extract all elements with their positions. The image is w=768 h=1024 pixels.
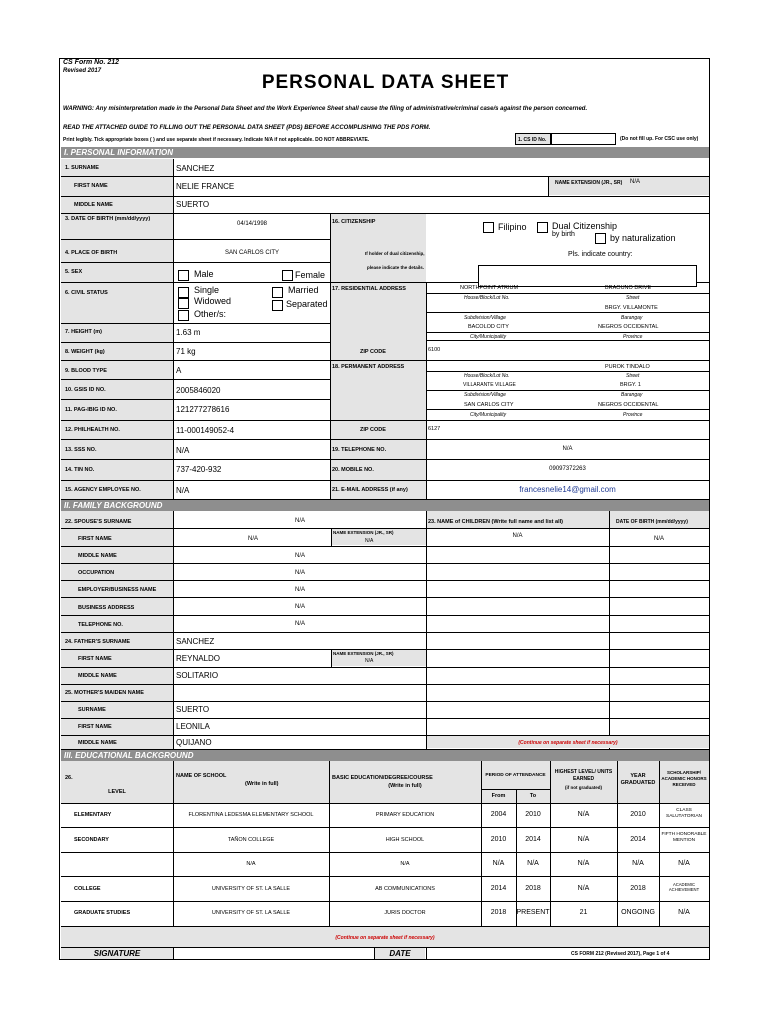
perm-zip-label: ZIP CODE — [360, 427, 386, 433]
email-value[interactable]: francesnelie14@gmail.com — [519, 485, 616, 494]
separated-checkbox[interactable] — [272, 300, 283, 311]
res-street-caption: Street — [626, 295, 640, 301]
perm-brgy-caption: Barangay — [621, 392, 643, 398]
spouse-middle-value: N/A — [294, 553, 305, 559]
section-personal-info: I. PERSONAL INFORMATION — [61, 147, 709, 158]
perm-city-caption: City/Municipality — [470, 412, 507, 418]
height-value: 1.63 m — [176, 328, 201, 337]
edu-row-honors: CLASS SALUTATORIAN — [666, 808, 702, 819]
sss-label: 13. SSS NO. — [65, 447, 97, 453]
height-label: 7. HEIGHT (m) — [65, 329, 102, 335]
father-first-value: REYNALDO — [176, 654, 221, 663]
edu-row-course: PRIMARY EDUCATION — [375, 812, 435, 818]
edu-course-header: BASIC EDUCATION/DEGREE/COURSE — [332, 775, 433, 781]
form-revised: Revised 2017 — [63, 68, 102, 74]
father-ext-label: NAME EXTENSION (JR., SR) — [333, 651, 394, 656]
res-zip: 6100 — [428, 347, 441, 353]
spouse-surname-value: N/A — [294, 518, 305, 524]
dob-value: 04/14/1998 — [236, 221, 268, 227]
edu-year-header: YEAR GRADUATED — [620, 773, 656, 786]
by-birth-label: by birth — [552, 231, 575, 238]
gsis-value: 2005846020 — [176, 386, 221, 395]
gsis-label: 10. GSIS ID NO. — [65, 387, 106, 393]
pob-label: 4. PLACE OF BIRTH — [65, 250, 118, 256]
perm-prov: NEGROS OCCIDENTAL — [598, 402, 659, 408]
edu-from-header: From — [491, 793, 506, 799]
edu-units-note: (if not graduated) — [565, 785, 602, 790]
female-checkbox[interactable] — [282, 270, 293, 281]
blood-value: A — [176, 366, 182, 375]
agency-value: N/A — [176, 486, 190, 495]
perm-city: SAN CARLOS CITY — [464, 402, 514, 408]
child-dob: N/A — [653, 536, 664, 542]
single-checkbox[interactable] — [178, 287, 189, 298]
edu-row-course: JURIS DOCTOR — [384, 910, 426, 916]
single-label: Single — [194, 285, 220, 295]
pob-value: SAN CARLOS CITY — [224, 250, 279, 256]
married-checkbox[interactable] — [272, 287, 283, 298]
edu-level-header: LEVEL — [108, 789, 126, 795]
mother-surname-label: SURNAME — [78, 707, 106, 713]
signature-field[interactable] — [174, 948, 374, 959]
edu-row-from: 2004 — [490, 811, 507, 818]
edu-to-header: To — [529, 793, 537, 799]
others-label: Other/s: — [194, 309, 227, 319]
edu-row-from: 2018 — [490, 909, 507, 916]
spouse-tel-label: TELEPHONE NO. — [78, 622, 123, 628]
edu-row-to: 2010 — [525, 811, 541, 818]
cs-id-label: 1. CS ID No. — [515, 133, 551, 145]
naturalization-label: by naturalization — [610, 233, 676, 243]
child-name: N/A — [512, 533, 523, 539]
res-city-caption: City/Municipality — [470, 334, 507, 340]
perm-street: PUROK TINDALO — [605, 364, 650, 370]
dual-note-2: please indicate the details. — [367, 265, 425, 270]
spouse-ext-label: NAME EXTENSION (JR., SR) — [333, 530, 394, 535]
edu-row-honors: ACADEMIC ACHIEVEMENT — [668, 882, 700, 892]
res-prov: NEGROS OCCIDENTAL — [598, 324, 659, 330]
male-label: Male — [194, 269, 214, 279]
surname-label: 1. SURNAME — [65, 165, 99, 171]
perm-subd-caption: Subdivision/Village — [464, 392, 506, 398]
firstname-value: NELIE FRANCE — [176, 182, 235, 191]
form-number: CS Form No. 212 — [63, 59, 120, 66]
others-checkbox[interactable] — [178, 310, 189, 321]
children-label: 23. NAME of CHILDREN (Write full name and list all) — [428, 519, 563, 525]
edu-row-units: N/A — [577, 860, 590, 867]
dob-label: 3. DATE OF BIRTH (mm/dd/yyyy) — [65, 216, 151, 222]
family-continue-note: (Continue on separate sheet if necessary) — [518, 740, 618, 746]
perm-house: VILLARANTE VILLAGE — [463, 382, 516, 388]
edu-row-from: N/A — [492, 860, 505, 867]
edu-row-level: ELEMENTARY — [74, 812, 112, 818]
res-subd-caption: Subdivision/Village — [464, 315, 506, 321]
employer-label: EMPLOYER/BUSINESS NAME — [78, 587, 157, 593]
edu-row-school: TAÑON COLLEGE — [227, 837, 275, 843]
sss-value: N/A — [176, 446, 190, 455]
edu-row-units: 21 — [579, 909, 588, 916]
page-number: CS FORM 212 (Revised 2017), Page 1 of 4 — [571, 951, 670, 957]
business-value: N/A — [294, 604, 305, 610]
country-field[interactable] — [478, 265, 697, 287]
res-street: BRAOUNO DRIVE — [605, 285, 652, 291]
mother-first-label: FIRST NAME — [78, 724, 112, 730]
cs-id-field[interactable] — [551, 133, 616, 145]
separated-label: Separated — [286, 299, 328, 309]
philhealth-label: 12. PHILHEALTH NO. — [65, 427, 120, 433]
edu-row-honors: N/A — [678, 909, 690, 916]
mother-middle-value: QUIJANO — [176, 738, 212, 747]
female-label: Female — [295, 270, 326, 280]
mobile-label: 20. MOBILE NO. — [332, 467, 374, 473]
res-address-label: 17. RESIDENTIAL ADDRESS — [332, 286, 406, 292]
edu-row-units: N/A — [577, 836, 590, 843]
pagibig-value: 121277278616 — [176, 405, 230, 414]
res-prov-caption: Province — [623, 334, 643, 340]
spouse-middle-label: MIDDLE NAME — [78, 553, 117, 559]
date-field[interactable] — [427, 948, 567, 959]
philhealth-value: 11-000149052-4 — [176, 426, 235, 435]
perm-house-caption: House/Block/Lot No. — [464, 373, 510, 379]
signature-label: SIGNATURE — [61, 948, 173, 959]
edu-row-from: 2014 — [490, 885, 507, 892]
edu-number: 26. — [65, 775, 73, 781]
edu-row-from: 2010 — [490, 836, 507, 843]
middlename-value: SUERTO — [176, 200, 210, 209]
edu-row-year: N/A — [632, 860, 644, 867]
edu-row-to: 2014 — [525, 836, 541, 843]
citizenship-label: 16. CITIZENSHIP — [332, 219, 376, 225]
edu-row-school: UNIVERSITY OF ST. LA SALLE — [211, 910, 291, 916]
father-surname-label: 24. FATHER'S SURNAME — [65, 639, 131, 645]
mother-label: 25. MOTHER'S MAIDEN NAME — [65, 690, 144, 696]
mother-first-value: LEONILA — [176, 722, 210, 731]
print-note: Print legibly. Tick appropriate boxes ( ) and use separate sheet if necessary. Indicate N/A if not applicable. DO NOT ABBREVIATE. — [63, 137, 370, 143]
edu-row-school: FLORENTINA LEDESMA ELEMENTARY SCHOOL — [188, 812, 314, 818]
perm-address-label: 18. PERMANENT ADDRESS — [332, 364, 405, 370]
father-middle-value: SOLITARIO — [176, 671, 219, 680]
guide-text: READ THE ATTACHED GUIDE TO FILLING OUT THE PERSONAL DATA SHEET (PDS) BEFORE ACCOMPLISHING THE PDS FORM. — [63, 125, 431, 131]
edu-row-level: SECONDARY — [74, 837, 109, 843]
res-house-caption: House/Block/Lot No. — [464, 295, 510, 301]
dual-label: Dual Citizenship — [552, 221, 618, 231]
filipino-checkbox[interactable] — [483, 222, 494, 233]
filipino-label: Filipino — [498, 222, 527, 232]
edu-row-year: ONGOING — [621, 909, 655, 916]
employer-value: N/A — [294, 587, 305, 593]
name-ext-label: NAME EXTENSION (JR., SR) — [555, 180, 623, 186]
agency-label: 15. AGENCY EMPLOYEE NO. — [65, 487, 141, 493]
perm-zip: 6127 — [428, 426, 441, 432]
spouse-tel-value: N/A — [294, 621, 305, 627]
occupation-value: N/A — [294, 570, 305, 576]
dual-note: If holder of dual citizenship, — [365, 251, 425, 256]
csc-note: (Do not fill up. For CSC use only) — [620, 136, 699, 142]
firstname-label: FIRST NAME — [74, 183, 108, 189]
edu-continue-note: (Continue on separate sheet if necessary) — [335, 935, 435, 941]
perm-prov-caption: Province — [623, 412, 643, 418]
page-title: PERSONAL DATA SHEET — [261, 72, 510, 93]
edu-row-honors: N/A — [678, 860, 690, 867]
mother-surname-value: SUERTO — [176, 705, 210, 714]
edu-row-course: N/A — [400, 861, 410, 867]
res-subd: BRGY. VILLAMONTE — [605, 305, 658, 311]
children-dob-label: DATE OF BIRTH (mm/dd/yyyy) — [616, 519, 688, 525]
edu-school-header: NAME OF SCHOOL — [176, 773, 227, 779]
mobile-value: 09097372263 — [549, 466, 586, 472]
edu-row-year: 2010 — [630, 811, 646, 818]
perm-street-caption: Street — [626, 373, 640, 379]
edu-period-header: PERIOD OF ATTENDANCE — [485, 773, 546, 778]
edu-row-to: PRESENT — [516, 909, 550, 916]
section-education: III. EDUCATIONAL BACKGROUND — [61, 750, 709, 761]
edu-row-to: N/A — [527, 860, 539, 867]
sex-label: 5. SEX — [65, 269, 83, 275]
spouse-first-label: FIRST NAME — [78, 536, 112, 542]
tin-label: 14. TIN NO. — [65, 467, 95, 473]
tin-value: 737-420-932 — [176, 465, 222, 474]
weight-label: 8. WEIGHT (kg) — [65, 349, 105, 355]
edu-row-school: N/A — [246, 861, 256, 867]
surname-value: SANCHEZ — [176, 164, 215, 173]
edu-row-honors: FIFTH HONORABLE MENTION — [661, 832, 707, 843]
married-label: Married — [288, 285, 319, 295]
father-middle-label: MIDDLE NAME — [78, 673, 117, 679]
telephone-label: 19. TELEPHONE NO. — [332, 447, 387, 453]
section-family: II. FAMILY BACKGROUND — [61, 500, 709, 511]
email-label: 21. E-MAIL ADDRESS (if any) — [332, 487, 408, 493]
father-surname-value: SANCHEZ — [176, 637, 215, 646]
edu-row-course: AB COMMUNICATIONS — [375, 886, 435, 892]
edu-row-year: 2014 — [630, 836, 646, 843]
name-ext-value: N/A — [630, 179, 641, 185]
spouse-surname-label: 22. SPOUSE'S SURNAME — [65, 519, 132, 525]
pds-form — [59, 58, 710, 960]
father-ext-value: N/A — [365, 658, 374, 664]
warning-text: WARNING: Any misinterpretation made in the Personal Data Sheet and the Work Experience Sheet shall cause the filing of administrative/criminal case/s against the person concerned. — [63, 106, 588, 112]
business-label: BUSINESS ADDRESS — [78, 605, 135, 611]
edu-row-course: HIGH SCHOOL — [385, 837, 425, 843]
mother-middle-label: MIDDLE NAME — [78, 740, 117, 746]
occupation-label: OCCUPATION — [78, 570, 115, 576]
male-checkbox[interactable] — [178, 270, 189, 281]
naturalization-checkbox[interactable] — [595, 233, 606, 244]
dual-checkbox[interactable] — [537, 222, 548, 233]
spouse-first-value: N/A — [247, 536, 258, 542]
pls-indicate: Pls. indicate country: — [568, 251, 633, 258]
widowed-checkbox[interactable] — [178, 298, 189, 309]
weight-value: 71 kg — [176, 347, 196, 356]
res-house: NORTHPOINT ATRIUM — [460, 285, 519, 291]
edu-row-school: UNIVERSITY OF ST. LA SALLE — [211, 886, 291, 892]
widowed-label: Widowed — [194, 296, 232, 306]
res-brgy-caption: Barangay — [621, 315, 643, 321]
blood-label: 9. BLOOD TYPE — [65, 368, 107, 374]
edu-units-header: HIGHEST LEVEL/ UNITS EARNED — [554, 769, 613, 782]
perm-brgy: BRGY. 1 — [620, 382, 641, 388]
edu-row-units: N/A — [577, 811, 590, 818]
edu-course-note: (Write in full) — [388, 783, 422, 789]
res-city: BACOLOD CITY — [468, 324, 509, 330]
pagibig-label: 11. PAG-IBIG ID NO. — [65, 407, 117, 413]
civil-status-label: 6. CIVIL STATUS — [65, 290, 108, 296]
edu-row-year: 2018 — [630, 885, 646, 892]
edu-row-units: N/A — [577, 885, 590, 892]
middlename-label: MIDDLE NAME — [74, 202, 113, 208]
edu-school-note: (Write in full) — [245, 781, 279, 787]
date-label: DATE — [375, 948, 425, 959]
father-first-label: FIRST NAME — [78, 656, 112, 662]
res-zip-label: ZIP CODE — [360, 349, 386, 355]
edu-row-to: 2018 — [525, 885, 541, 892]
spouse-ext-value: N/A — [365, 538, 374, 544]
telephone-value: N/A — [562, 446, 573, 452]
edu-row-level: GRADUATE STUDIES — [74, 910, 131, 916]
edu-row-level: COLLEGE — [74, 886, 101, 892]
edu-honors-header: SCHOLARSHIP/ ACADEMIC HONORS RECEIVED — [661, 770, 707, 787]
